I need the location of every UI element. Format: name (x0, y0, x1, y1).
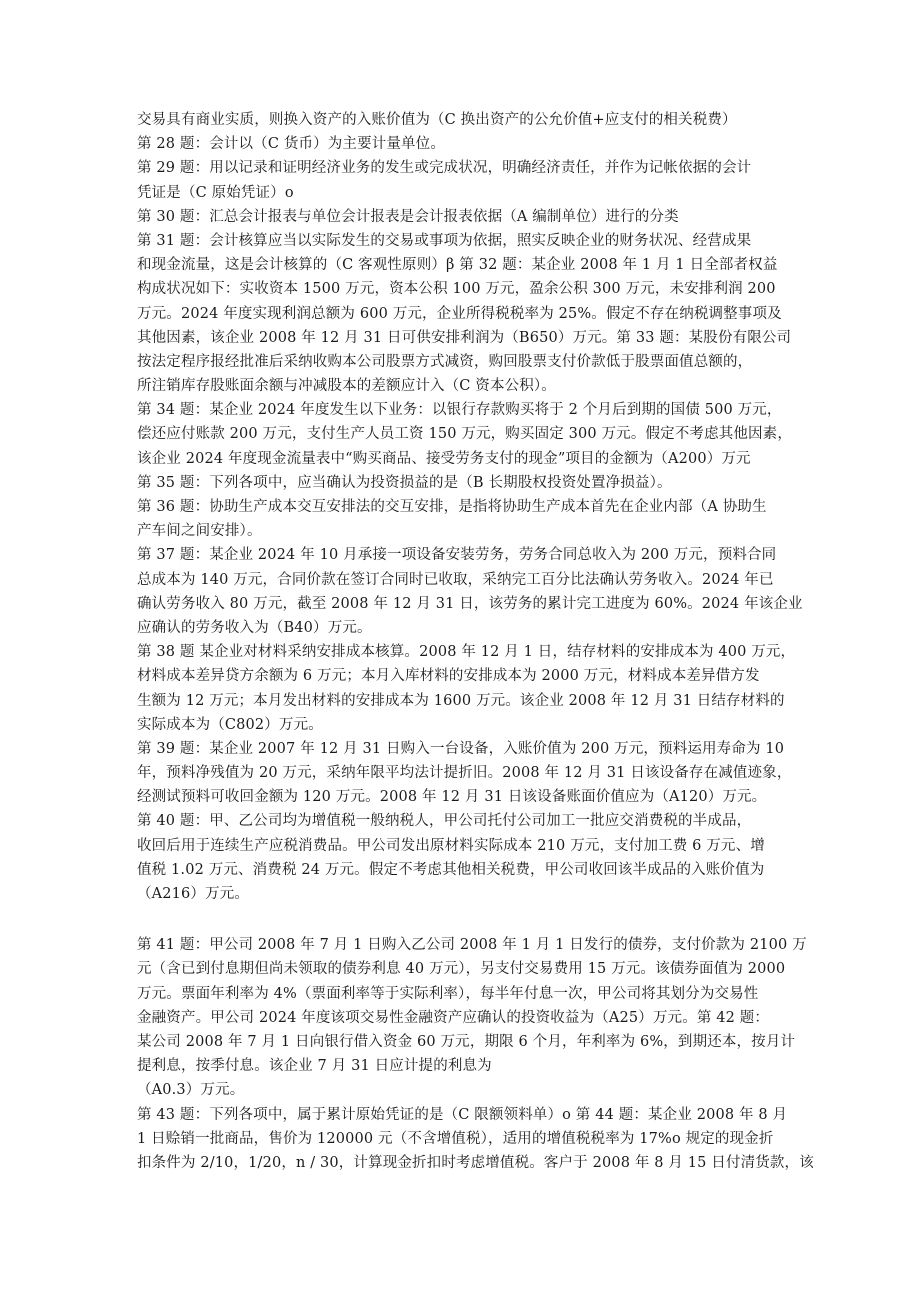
text-line: 交易具有商业实质，则换入资产的入账价值为（C 换出资产的公允价值+应支付的相关税费） (137, 112, 737, 128)
text-line: 第 37 题：某企业 2024 年 10 月承接一项设备安装劳务，劳务合同总收入为 200 万元，预料合同 (137, 547, 777, 564)
text-line: 产车间之间安排）。 (137, 523, 262, 540)
text-line: 第 43 题：下列各项中，属于累计原始凭证的是（C 限额领料单）o 第 44 题：某企业 2008 年 8 月 (137, 1106, 788, 1123)
text-line: 确认劳务收入 80 万元，截至 2008 年 12 月 31 日，该劳务的累计完工进度为 60%。2024 年该企业 (137, 595, 803, 612)
text-line: 第 39 题：某企业 2007 年 12 月 31 日购入一台设备，入账价值为 200 万元，预料运用寿命为 10 (137, 740, 785, 757)
text-line: 该企业 2024 年度现金流量表中“购买商品、接受劳务支付的现金”项目的金额为（A200）万元 (137, 450, 751, 467)
text-line: 构成状况如下：实收资本 1500 万元，资本公积 100 万元，盈余公积 300 万元，未安排利润 200 (137, 281, 776, 298)
text-line: 第 31 题：会计核算应当以实际发生的交易或事项为依据，照实反映企业的财务状况、经营成果 (137, 232, 752, 249)
paragraph-gap (137, 906, 787, 933)
text-line: 经测试预料可收回金额为 120 万元。2008 年 12 月 31 日该设备账面价值应为（A120）万元。 (137, 789, 767, 806)
text-line: 第 29 题：用以记录和证明经济业务的发生或完成状况，明确经济责任，并作为记帐依据的会计 (137, 160, 752, 177)
question-block-41-44 (137, 933, 814, 1175)
text-line: 第 28 题：会计以（C 货币）为主要计量单位。 (137, 136, 445, 153)
text-line: 值税 1.02 万元、消费税 24 万元。假定不考虑其他相关税费，甲公司收回该半成品的入账价值为 (137, 861, 765, 878)
text-line: 收回后用于连续生产应税消费品。甲公司发出原材料实际成本 210 万元，支付加工费 6 万元、增 (137, 837, 765, 854)
text-line: 万元。2024 年度实现利润总额为 600 万元，企业所得税税率为 25%。假定不存在纳税调整事项及 (137, 305, 782, 322)
text-line: 第 36 题：协助生产成本交互安排法的交互安排，是指将协助生产成本首先在企业内部（A 协助生 (137, 499, 767, 515)
text-line: 金融资产。甲公司 2024 年度该项交易性金融资产应确认的投资收益为（A25）万元。第 42 题： (137, 1009, 770, 1026)
text-line: 提利息，按季付息。该企业 7 月 31 日应计提的利息为 (137, 1058, 492, 1075)
text-line: （A216）万元。 (137, 886, 249, 902)
question-block-28-40 (137, 108, 803, 906)
text-line: 扣条件为 2/10，1/20，n / 30，计算现金折扣时考虑增值税。客户于 2008 年 8 月 15 日付清货款，该 (137, 1154, 814, 1171)
text-line: 万元。票面年利率为 4%（票面利率等于实际利率），每半年付息一次，甲公司将其划分为交易性 (137, 985, 759, 1002)
text-line: 1 日赊销一批商品，售价为 120000 元（不含增值税），适用的增值税税率为 17%o 规定的现金折 (137, 1130, 774, 1147)
text-line: 总成本为 140 万元，合同价款在签订合同时已收取，采纳完工百分比法确认劳务收入。2024 年已 (137, 571, 774, 588)
text-line: 第 34 题：某企业 2024 年度发生以下业务：以银行存款购买将于 2 个月后到期的国债 500 万元， (137, 402, 782, 419)
text-line: 生额为 12 万元；本月发出材料的安排成本为 1600 万元。该企业 2008 年 12 月 31 日结存材料的 (137, 692, 785, 709)
text-line: 其他因素，该企业 2008 年 12 月 31 日可供安排利润为（B650）万元。第 33 题：某股份有限公司 (137, 329, 792, 346)
text-line: 应确认的劳务收入为（B40）万元。 (137, 619, 372, 636)
text-line: 第 35 题：下列各项中，应当确认为投资损益的是（B 长期股权投资处置净损益）。 (137, 474, 672, 491)
document-page (137, 108, 814, 1175)
text-line: 实际成本为（C802）万元。 (137, 716, 323, 733)
text-line: 年，预料净残值为 20 万元，采纳年限平均法计提折旧。2008 年 12 月 31 日该设备存在减值迹象， (137, 765, 792, 782)
text-line: 某公司 2008 年 7 月 1 日向银行借入资金 60 万元，期限 6 个月，年利率为 6%，到期还本，按月计 (137, 1033, 796, 1050)
text-line: 所注销库存股账面余额与冲减股本的差额应计入（C 资本公积）。 (137, 378, 556, 395)
text-line: 材料成本差异贷方余额为 6 万元；本月入库材料的安排成本为 2000 万元，材料成本差异借方发 (137, 668, 760, 685)
text-line: 凭证是（C 原始凭证）o (137, 184, 294, 201)
text-line: 元（含已到付息期但尚未领取的债券利息 40 万元），另支付交易费用 15 万元。该债券面值为 2000 (137, 961, 786, 978)
text-line: 第 30 题：汇总会计报表与单位会计报表是会计报表依据（A 编制单位）进行的分类 (137, 208, 679, 225)
text-line: 第 40 题：甲、乙公司均为增值税一般纳税人，甲公司托付公司加工一批应交消费税的半成品， (137, 813, 752, 830)
text-line: （A0.3）万元。 (137, 1082, 245, 1099)
text-line: 第 41 题：甲公司 2008 年 7 月 1 日购入乙公司 2008 年 1 月 1 日发行的债券，支付价款为 2100 万 (137, 937, 807, 954)
text-line: 偿还应付账款 200 万元，支付生产人员工资 150 万元，购买固定 300 万元。假定不考虑其他因素， (137, 426, 792, 443)
text-line: 按法定程序报经批准后采纳收购本公司股票方式减资，购回股票支付价款低于股票面值总额的， (137, 353, 753, 370)
text-line: 第 38 题 某企业对材料采纳安排成本核算。2008 年 12 月 1 日，结存材料的安排成本为 400 万元， (137, 644, 796, 661)
text-line: 和现金流量，这是会计核算的（C 客观性原则）β 第 32 题：某企业 2008 年 1 月 1 日全部者权益 (137, 257, 778, 274)
